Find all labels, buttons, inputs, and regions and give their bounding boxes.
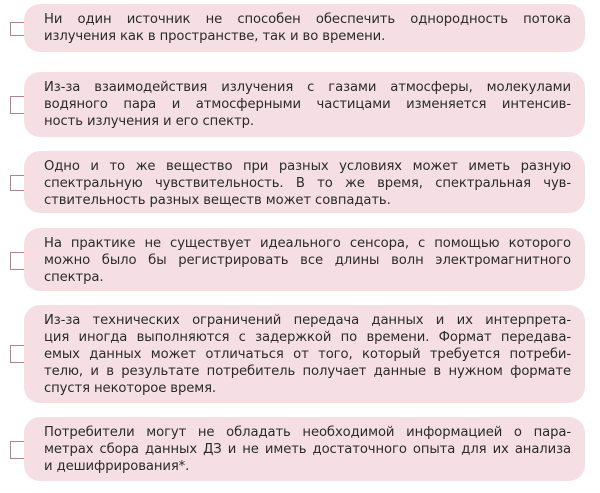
text-line: Из-за взаимодействия излучения с газами атмосферы, молекулами xyxy=(44,80,571,95)
card-bracket xyxy=(10,252,24,270)
text-line: ция иногда выполняются с задержкой по времени. Формат передава- xyxy=(44,330,571,345)
text-line: Одно и то же вещество при разных условиях может иметь разную xyxy=(44,159,571,174)
statement-text-4 xyxy=(24,228,585,291)
text-line: спектра. xyxy=(44,270,104,285)
card-bracket xyxy=(10,22,24,36)
statement-card-5 xyxy=(10,305,585,403)
text-line: ность излучения и его спектр. xyxy=(44,114,254,129)
statement-text-3 xyxy=(24,151,585,213)
card-bracket xyxy=(10,441,24,459)
text-line: излучения как в пространстве, так и во времени. xyxy=(44,29,386,44)
statement-card-6 xyxy=(10,417,585,481)
text-line: спустя некоторое время. xyxy=(44,381,217,396)
text-line: Ни один источник не способен обеспечить однородность потока xyxy=(44,12,571,27)
statement-text-1 xyxy=(24,4,585,52)
card-bracket xyxy=(10,175,24,191)
text-line: и дешифрирования*. xyxy=(44,459,190,474)
text-line: Потребители могут не обладать необходимой информацией о пара- xyxy=(44,425,571,440)
statement-card-1 xyxy=(10,4,585,52)
statement-card-2 xyxy=(10,72,585,137)
text-line: спектральную чувствительность. В то же время, спектральная чув- xyxy=(44,176,571,191)
text-line: емых данных может отличаться от того, который требуется потреби- xyxy=(44,347,571,362)
text-line: метрах сбора данных ДЗ и не иметь достаточного опыта для их анализа xyxy=(44,442,571,457)
statement-text-5 xyxy=(24,305,585,403)
text-line: водяного пара и атмосферными частицами изменяется интенсив- xyxy=(44,97,571,112)
text-line: Из-за технических ограничений передача данных и их интерпрета- xyxy=(44,313,571,328)
card-bracket xyxy=(10,96,24,114)
statement-card-4 xyxy=(10,228,585,291)
text-line: На практике не существует идеального сенсора, с помощью которого xyxy=(44,236,571,251)
text-line: можно было бы регистрировать все длины волн электромагнитного xyxy=(44,253,571,268)
card-bracket xyxy=(10,345,24,363)
text-line: ствительность разных веществ может совпадать. xyxy=(44,193,391,208)
statement-text-2 xyxy=(24,72,585,137)
statement-text-6 xyxy=(24,417,585,481)
text-line: телю, и в результате потребитель получает данные в нужном формате xyxy=(44,364,571,379)
statement-card-3 xyxy=(10,151,585,213)
